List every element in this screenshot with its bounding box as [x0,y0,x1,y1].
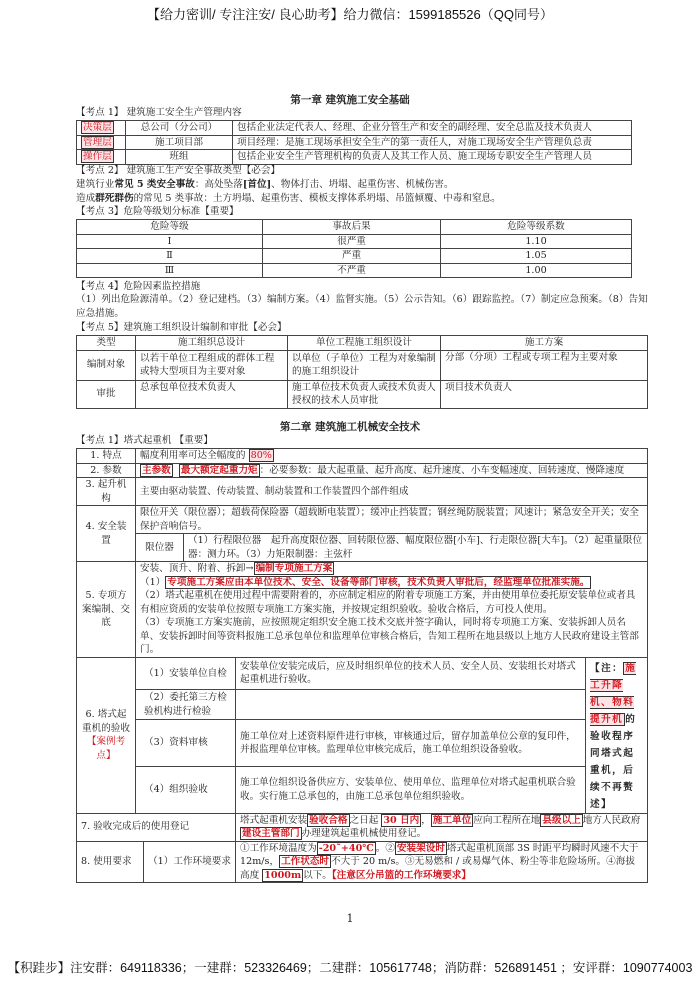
text: 塔式起重机安装 [240,814,308,826]
kp1-title: 【考点 1】 建筑施工安全生产管理内容 [76,107,242,118]
ch2-kp1-title: 【考点 1】塔式起重机 【重要】 [76,435,213,446]
row-parameters [77,463,648,478]
unit: 班组 [126,150,233,165]
text: 2. 参数 [77,463,136,478]
text: 限位器 [136,534,184,562]
text: 1.00 [441,263,632,278]
text: 最大额定起重力矩 [180,464,258,476]
row-hoisting-mechanism [77,478,648,506]
text: 施工升降机、物料提升机 [590,662,637,725]
text: [首位] [242,179,272,190]
unit: 施工项目部 [126,135,233,150]
text: 主要由驱动装置、传动装置、制动装置和工作装置四个部件组成 [136,478,648,506]
row-acceptance-step [77,657,648,690]
text: 危险等级系数 [441,220,632,235]
text [236,690,586,720]
row-registration [77,813,648,841]
text: 以若干单位工程组成的群体工程或特大型项目为主要对象 [136,350,288,380]
text: （1）工作环境要求 [144,841,236,883]
row-acceptance-step [77,720,648,767]
table-row [77,234,632,249]
row-special-plan [77,562,648,658]
kp2-line-1 [76,178,648,192]
text: （2）委托第三方检验机构进行检验 [136,690,236,720]
text: 的验收程序同塔式起重机，后续不再赘述】 [590,713,637,810]
text: 分部（分项）工程或专项工程为主要对象 [441,350,648,380]
level-label: 管理层 [83,136,112,148]
level-label: 决策层 [83,122,112,133]
text: Ⅰ [77,234,263,249]
table-header-row [77,336,648,351]
text: 县级以上 [542,814,581,826]
kp5-title: 【考点 5】建筑施工组织设计编制和审批【必会】 [76,322,287,333]
text: 限位开关（限位器）；超载荷保险器（超载断电装置）；缓冲止挡装置；钢丝绳防脱装置；风速计；紧急安全开关；安全保护音响信号。 [136,506,648,534]
chapter-1-title: 第一章 建筑施工安全基础 [290,94,410,106]
text: 。② [375,842,395,854]
text: 5. 专项方案编制、交底 [77,562,136,658]
text: （2）塔式起重机在使用过程中需要附着的，亦应制定相应的附着专项施工方案，并由使用单位委托原安装单位或者具有相应资质的安装单位按照专项施工方案实施，并按规定组织验收。验收合格后，方可投人使用。 [140,590,636,615]
management-levels-table [76,120,632,165]
text: 【案例考点】 [86,736,126,761]
text: -20˜+40℃ [318,842,374,854]
text: 建设主管部门 [242,828,300,839]
kp4-title: 【考点 4】危险因素监控措施 [76,281,201,292]
text: 群死群伤 [95,193,134,204]
text: （4）组织验收 [136,766,236,813]
text: （1） [140,576,166,588]
text: 地方人民政府 [582,814,641,826]
text: 常见 5 类安全事故 [114,179,195,190]
text: 主参数 [142,464,171,476]
text: ， [421,814,431,826]
text: 安装架设时 [396,842,445,854]
table-row [77,249,632,264]
kp3-title: 【考点 3】危险等级划分标准【重要】 [76,206,239,217]
description: 包括企业法定代表人、经理、企业分管生产和安全的副经理、安全总监及技术负责人 [233,121,632,136]
text: 施工单位对上述资料原件进行审核，审核通过后，留存加盖单位公章的复印件，并报监理单位审核。监理单位审核完成后，施工单位组织设备验收。 [236,720,586,767]
page-number: 1 [346,912,354,925]
text: 4. 安全装置 [77,506,136,562]
text: Ⅲ [77,263,263,278]
text: 以下。 [303,869,332,881]
text: ①工作环境温度为 [240,842,317,854]
text: （3）专项施工方案实施前，应按照规定组织安全施工技术交底并签字确认，同时将专项施工方案、安装拆卸人员名单、安装拆卸时间等资料报施工总承包单位和监理单位审核合格后，告知工程所在地县级以上地方人民政府建设主管部门。 [140,617,639,655]
construction-design-table [76,335,648,409]
text: （3）资料审核 [136,720,236,767]
table-row [77,263,632,278]
text: 类型 [77,336,136,351]
text: 6. 塔式起重机的验收 [82,709,130,734]
table-row [77,135,632,150]
table-row [77,121,632,136]
text: 幅度利用率可达全幅度的 [140,450,249,461]
row-acceptance-step [77,766,648,813]
chapter-2-title: 第二章 建筑施工机械安全技术 [279,421,421,433]
row-usage-requirements [77,841,648,883]
text: 危险等级 [77,220,263,235]
text: 事故后果 [263,220,441,235]
text: 应向工程所在地 [473,814,541,826]
tower-crane-table [76,448,648,883]
text: 安装、顶升、附着、拆卸→ [140,563,254,574]
kp4-text: （1）列出危险源清单。（2）登记建档。（3）编制方案。（4）监督实施。（5）公示告知。（6）跟踪监控。（7）制定应急预案。（8）告知应急措施。 [76,294,648,319]
row-features [77,449,648,464]
text: 安装单位安装完成后，应及时组织单位的技术人员、安全人员、安装组长对塔式起重机进行验收。 [236,657,586,690]
row-safety-devices [77,506,648,534]
text: 不严重 [263,263,441,278]
text: 项目技术负责人 [441,380,648,408]
text: 编制对象 [77,350,136,380]
text: 很严重 [263,234,441,249]
text: 施工单位组织设备供应方、安装单位、使用单位、监理单位对塔式起重机联合验收。实行施工总承包的，由施工总承包单位组织验收。 [236,766,586,813]
page-header: 【给力密训/ 专注注安/ 良心助考】给力微信：1599185526（QQ同号） [147,7,553,22]
text: 1000m [264,869,302,881]
danger-level-table [76,219,632,278]
text: 【注： [590,662,624,674]
kp2-line-2 [76,192,648,206]
text: 施工单位技术负责人或技术负责人授权的技术人员审批 [288,380,441,408]
text: 80% [250,450,272,461]
text: 的常见 5 类事故：土方坍塌、起重伤害、模板支撑体系坍塌、吊篮倾覆、中毒和窒息。 [133,193,501,204]
text: 1. 特点 [77,449,136,464]
text: 造成 [76,193,96,204]
text: 【注意区分吊篮的工作环境要求】 [331,869,471,881]
text: （1）行程限位器 起升高度限位器、回转限位器、幅度限位器[小车]、行走限位器[大车]。（2）起重量限位器：测力环。（3）力矩限制器：主弦杆 [184,534,648,562]
text: （1）安装单位自检 [136,657,236,690]
text: 不大于 20 m/s。③无易燃和 / 或易爆气体、粉尘等非危险场所。④海拔高度 [240,856,635,881]
text: 8. 使用要求 [77,841,144,883]
unit: 总公司（分公司） [126,121,233,136]
kp2-title: 【考点 2】 建筑施工生产安全事故类型【必会】 [76,165,281,176]
text: 专项施工方案应由本单位技术、安全、设备等部门审核，技术负责人审批后，经监理单位批准实施。 [167,576,590,588]
description: 包括企业安全生产管理机构的负责人及其工作人员、施工现场专职安全生产管理人员 [233,150,632,165]
text: 验收合格 [309,814,348,826]
text: 总承包单位技术负责人 [136,380,288,408]
text: 塔式起重机顶部 3S 时距平均瞬时风速不大于 12m/s， [240,842,639,867]
text: 编制专项施工方案 [255,563,333,574]
text: 施工组织总设计 [136,336,288,351]
text: ：高处坠落 [194,179,243,190]
text: 3. 起升机构 [77,478,136,506]
text: Ⅱ [77,249,263,264]
text: 1.05 [441,249,632,264]
page-footer: 【积跬步】注安群：649118336；一建群：523326469；二建群：105617748；消防群：526891451 ；安评群：1090774003 [7,961,693,975]
text: 工作状态时 [281,856,330,867]
row-acceptance-step [77,690,648,720]
text: 1.10 [441,234,632,249]
row-limiters [77,534,648,562]
text: 建筑行业 [76,179,115,190]
text: 、物体打击、坍塌、起重伤害、机械伤害。 [271,179,454,190]
description: 项目经理：是施工现场承担安全生产的第一责任人，对施工现场安全生产管理负总责 [233,135,632,150]
text: 单位工程施工组织设计 [288,336,441,351]
text: 7. 验收完成后的使用登记 [77,813,236,841]
text: ：必要参数：最大起重量、起升高度、起升速度、小车变幅速度、回转速度、慢降速度 [259,464,625,476]
table-row [77,350,648,380]
text: 严重 [263,249,441,264]
text: 施工单位 [432,814,472,826]
text: 施工方案 [441,336,648,351]
text: 30 日内 [383,814,420,826]
text: 以单位（子单位）工程为对象编制的施工组织设计 [288,350,441,380]
text: 之日起 [349,814,382,826]
table-row [77,150,632,165]
text: 审批 [77,380,136,408]
table-row [77,380,648,408]
level-label: 操作层 [83,151,112,162]
text: 办理建筑起重机械使用登记。 [301,828,427,839]
table-header-row [77,220,632,235]
